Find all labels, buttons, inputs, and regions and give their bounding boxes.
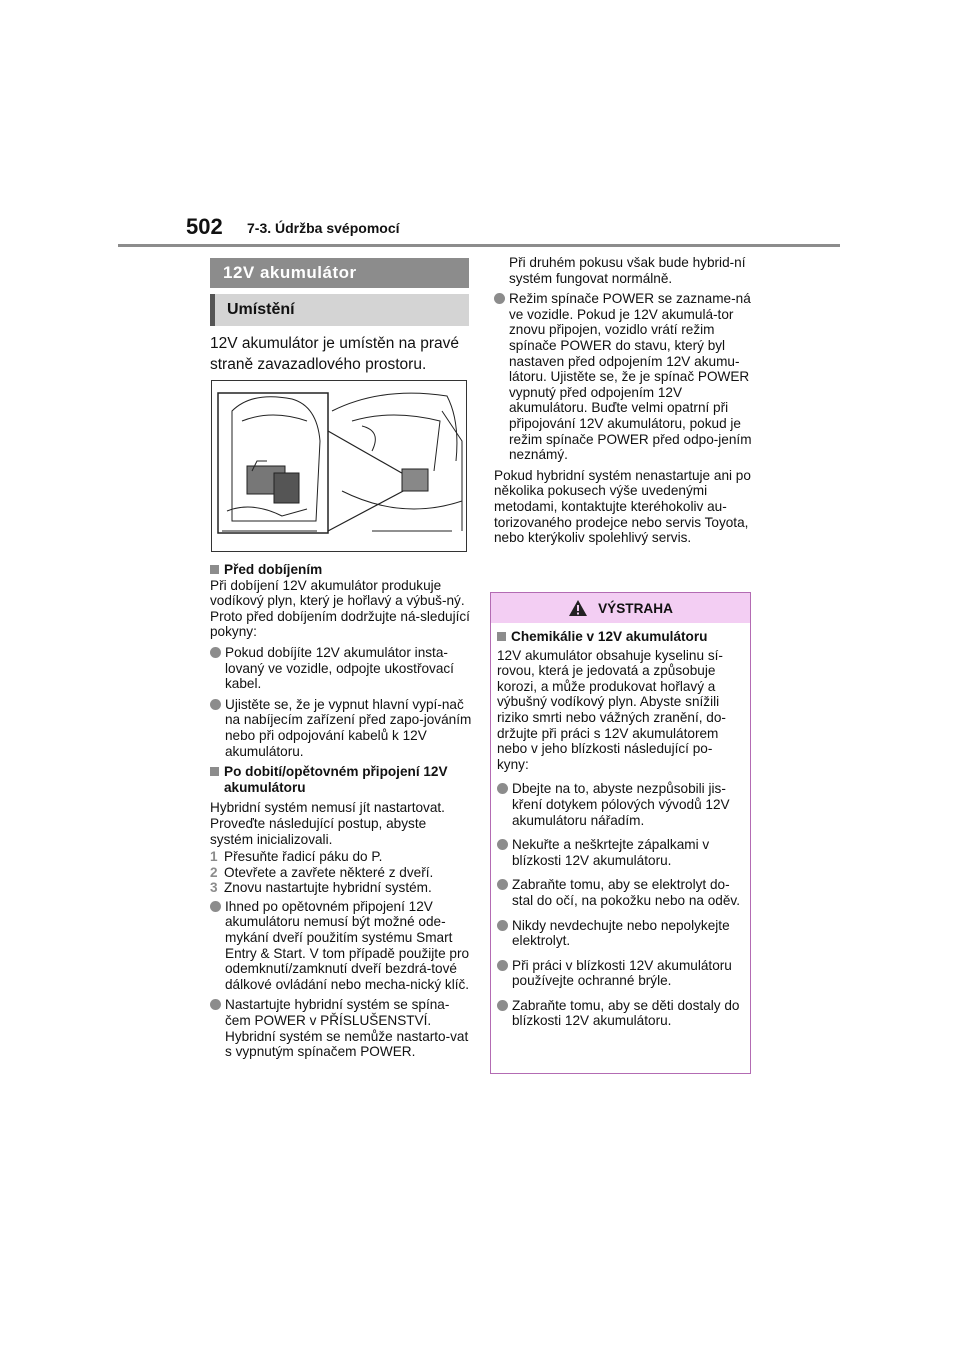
- bullet-dot-icon: [210, 999, 221, 1010]
- chapter-title: 7-3. Údržba svépomocí: [247, 220, 400, 236]
- list-item: Nekuřte a neškrtejte zápalkami v blízkosti 12V akumulátoru.: [497, 837, 743, 868]
- warning-heading: Chemikálie v 12V akumulátoru: [497, 629, 743, 645]
- bullet-dot-icon: [497, 960, 508, 971]
- bullet-dot-icon: [494, 293, 505, 304]
- list-item: Nikdy nevdechujte nebo nepolykejte elektrolyt.: [497, 918, 743, 949]
- warning-box: [490, 592, 751, 1074]
- warning-body: [491, 623, 750, 1029]
- paragraph: Pokud hybridní systém nenastartuje ani po několika pokusech výše uvedenými metodami, kontaktujte kteréhokoliv au-torizovaného prodejce nebo servis Toyota, nebo kterýkoliv spolehlivý servis.: [494, 467, 751, 546]
- bullet-dot-icon: [210, 901, 221, 912]
- list-item: Režim spínače POWER se zazname-ná ve vozidle. Pokud je 12V akumulá-tor znovu připojen, vozidlo vrátí režim spínače POWER do stavu, který byl nastaven před odpojením 12V akumu-látoru. Ujistěte se, že je spínač POWER vypnutý před odpojením 12V akumulátoru. Buďte velmi opatrní při připojování 12V akumulátoru, pokud je režim spínače POWER před odpo-jením neznámý.: [494, 291, 752, 463]
- list-item: Ujistěte se, že je vypnut hlavní vypí-nač na nabíjecím zařízení před zapo-jováním nebo při odpojování kabelů k 12V akumulátoru.: [210, 697, 472, 759]
- bullet-dot-icon: [497, 783, 508, 794]
- square-bullet-icon: [210, 565, 219, 574]
- paragraph: Při dobíjení 12V akumulátor produkuje vodíkový plyn, který je hořlavý a výbuš-ný. Proto před dobíjením dodržujte ná-sledující pokyny:: [210, 577, 470, 640]
- step: 2 Otevřete a zavřete některé z dveří.: [210, 864, 434, 880]
- warning-header: [491, 593, 750, 623]
- warning-triangle-icon: [568, 599, 588, 617]
- list-item: Nastartujte hybridní systém se spína-čem POWER v PŘÍSLUŠENSTVÍ. Hybridní systém se nemůže nastarto-vat s vypnutým spínačem POWER.: [210, 997, 472, 1059]
- bullet-dot-icon: [497, 1000, 508, 1011]
- heading-after-charging: Po dobití/opětovném připojení 12V akumulátoru: [210, 764, 472, 795]
- left-column: [210, 562, 472, 1065]
- paragraph: Hybridní systém nemusí jít nastartovat. Proveďte následující postup, abyste systém inicializovali.: [210, 800, 445, 847]
- page-number: 502: [186, 214, 223, 239]
- subsection-title: Umístění: [210, 294, 469, 326]
- list-item: Ihned po opětovném připojení 12V akumulátoru nemusí být možné ode-mykání dveří použitím systému Smart Entry & Start. V tom případě použijte pro odemknutí/zamknutí dveří bezdrá-tové dálkové ovládání nebo mecha-nický klíč.: [210, 899, 472, 993]
- bullet-dot-icon: [497, 920, 508, 931]
- bullet-dot-icon: [497, 879, 508, 890]
- intro-text: 12V akumulátor je umístěn na pravé straně zavazadlového prostoru.: [210, 335, 459, 373]
- header-rule: [118, 244, 840, 247]
- warning-title: VÝSTRAHA: [598, 600, 673, 616]
- trunk-drawing: [212, 381, 466, 551]
- heading-before-charging: Před dobíjením: [210, 562, 472, 578]
- step: 3 Znovu nastartujte hybridní systém.: [210, 880, 432, 896]
- paragraph: 12V akumulátor obsahuje kyselinu sí-rovou, která je jedovatá a způsobuje korozi, a může produkovat hořlavý a výbušný vodíkový plyn. Abyste snížili riziko smrti nebo vážných zranění, do-držujte při práci s 12V akumulátorem nebo v jeho blízkosti následující po-kyny:: [497, 647, 726, 772]
- section-title: 12V akumulátor: [210, 258, 469, 288]
- square-bullet-icon: [497, 632, 506, 641]
- right-column: [494, 255, 752, 551]
- battery-location-illustration: [211, 380, 467, 552]
- step: 1 Přesuňte řadicí páku do P.: [210, 849, 383, 865]
- bullet-dot-icon: [210, 647, 221, 658]
- square-bullet-icon: [210, 767, 219, 776]
- list-item: Zabraňte tomu, aby se děti dostaly do blízkosti 12V akumulátoru.: [497, 998, 743, 1029]
- list-item: Pokud dobíjíte 12V akumulátor insta-lovaný ve vozidle, odpojte ukostřovací kabel.: [210, 645, 472, 692]
- list-item: Při práci v blízkosti 12V akumulátoru používejte ochranné brýle.: [497, 958, 743, 989]
- list-item: Dbejte na to, abyste nezpůsobili jis-kření dotykem pólových vývodů 12V akumulátoru nářadím.: [497, 781, 743, 828]
- list-item: Zabraňte tomu, aby se elektrolyt do-stal do očí, na pokožku nebo na oděv.: [497, 877, 743, 908]
- bullet-dot-icon: [497, 839, 508, 850]
- paragraph: Při druhém pokusu však bude hybrid-ní systém fungovat normálně.: [509, 255, 746, 286]
- bullet-dot-icon: [210, 699, 221, 710]
